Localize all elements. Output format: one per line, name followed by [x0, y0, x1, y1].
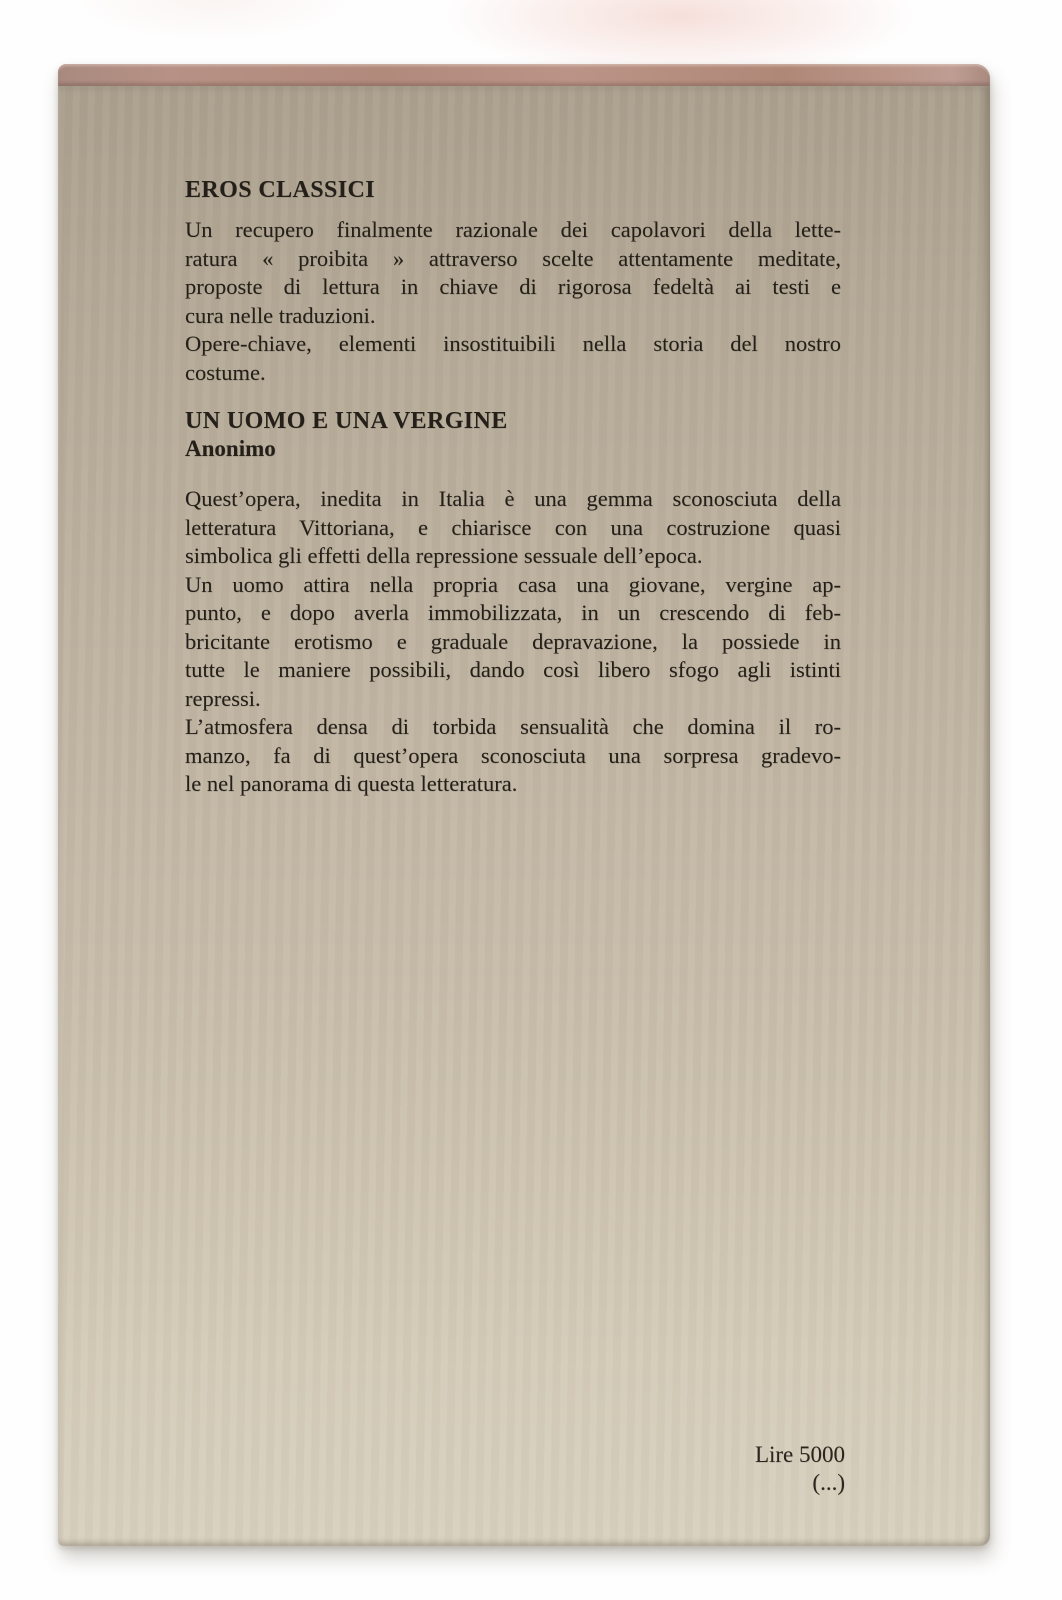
book-paragraph-2: Un uomo attira nella propria casa una giovane, vergine ap- punto, e dopo averla immobilizzata, in un crescendo di feb- bricitante erotismo e graduale depravazione, la possiede in tutte le maniere possibili, dando così libero sfogo agli istinti repressi. [185, 571, 841, 711]
book-paragraph-3: L’atmosfera densa di torbida sensualità che domina il ro- manzo, fa di quest’opera sconosciuta una sorpresa gradevo- le nel panorama di questa letteratura. [185, 714, 841, 796]
book-section [185, 407, 841, 799]
cover-face [58, 86, 990, 1546]
price-note: (...) [812, 1470, 845, 1495]
book-back-cover [58, 64, 990, 1546]
book-title: UN UOMO E UNA VERGINE [185, 408, 508, 434]
series-section [185, 176, 841, 387]
series-paragraph-2: Opere-chiave, elementi insostituibili nella storia del nostro costume. [185, 331, 841, 385]
book-author: Anonimo [185, 436, 276, 461]
price-block [755, 1441, 845, 1497]
price-amount: Lire 5000 [754, 1442, 845, 1467]
series-paragraph-1: Un recupero finalmente razionale dei capolavori della lette- ratura « proibita » attraverso scelte attentamente meditate, proposte di lettura in chiave di rigorosa fedeltà ai testi e cura nelle traduzioni. [185, 217, 841, 328]
series-title: EROS CLASSICI [185, 177, 375, 203]
book-paragraph-1: Quest’opera, inedita in Italia è una gemma sconosciuta della letteratura Vittoriana, e chiarisce con una costruzione quasi simbolica gli effetti della repressione sessuale dell’epoca. [185, 486, 841, 568]
book-top-page-edge [58, 64, 990, 86]
blurb-text-column [185, 176, 841, 799]
